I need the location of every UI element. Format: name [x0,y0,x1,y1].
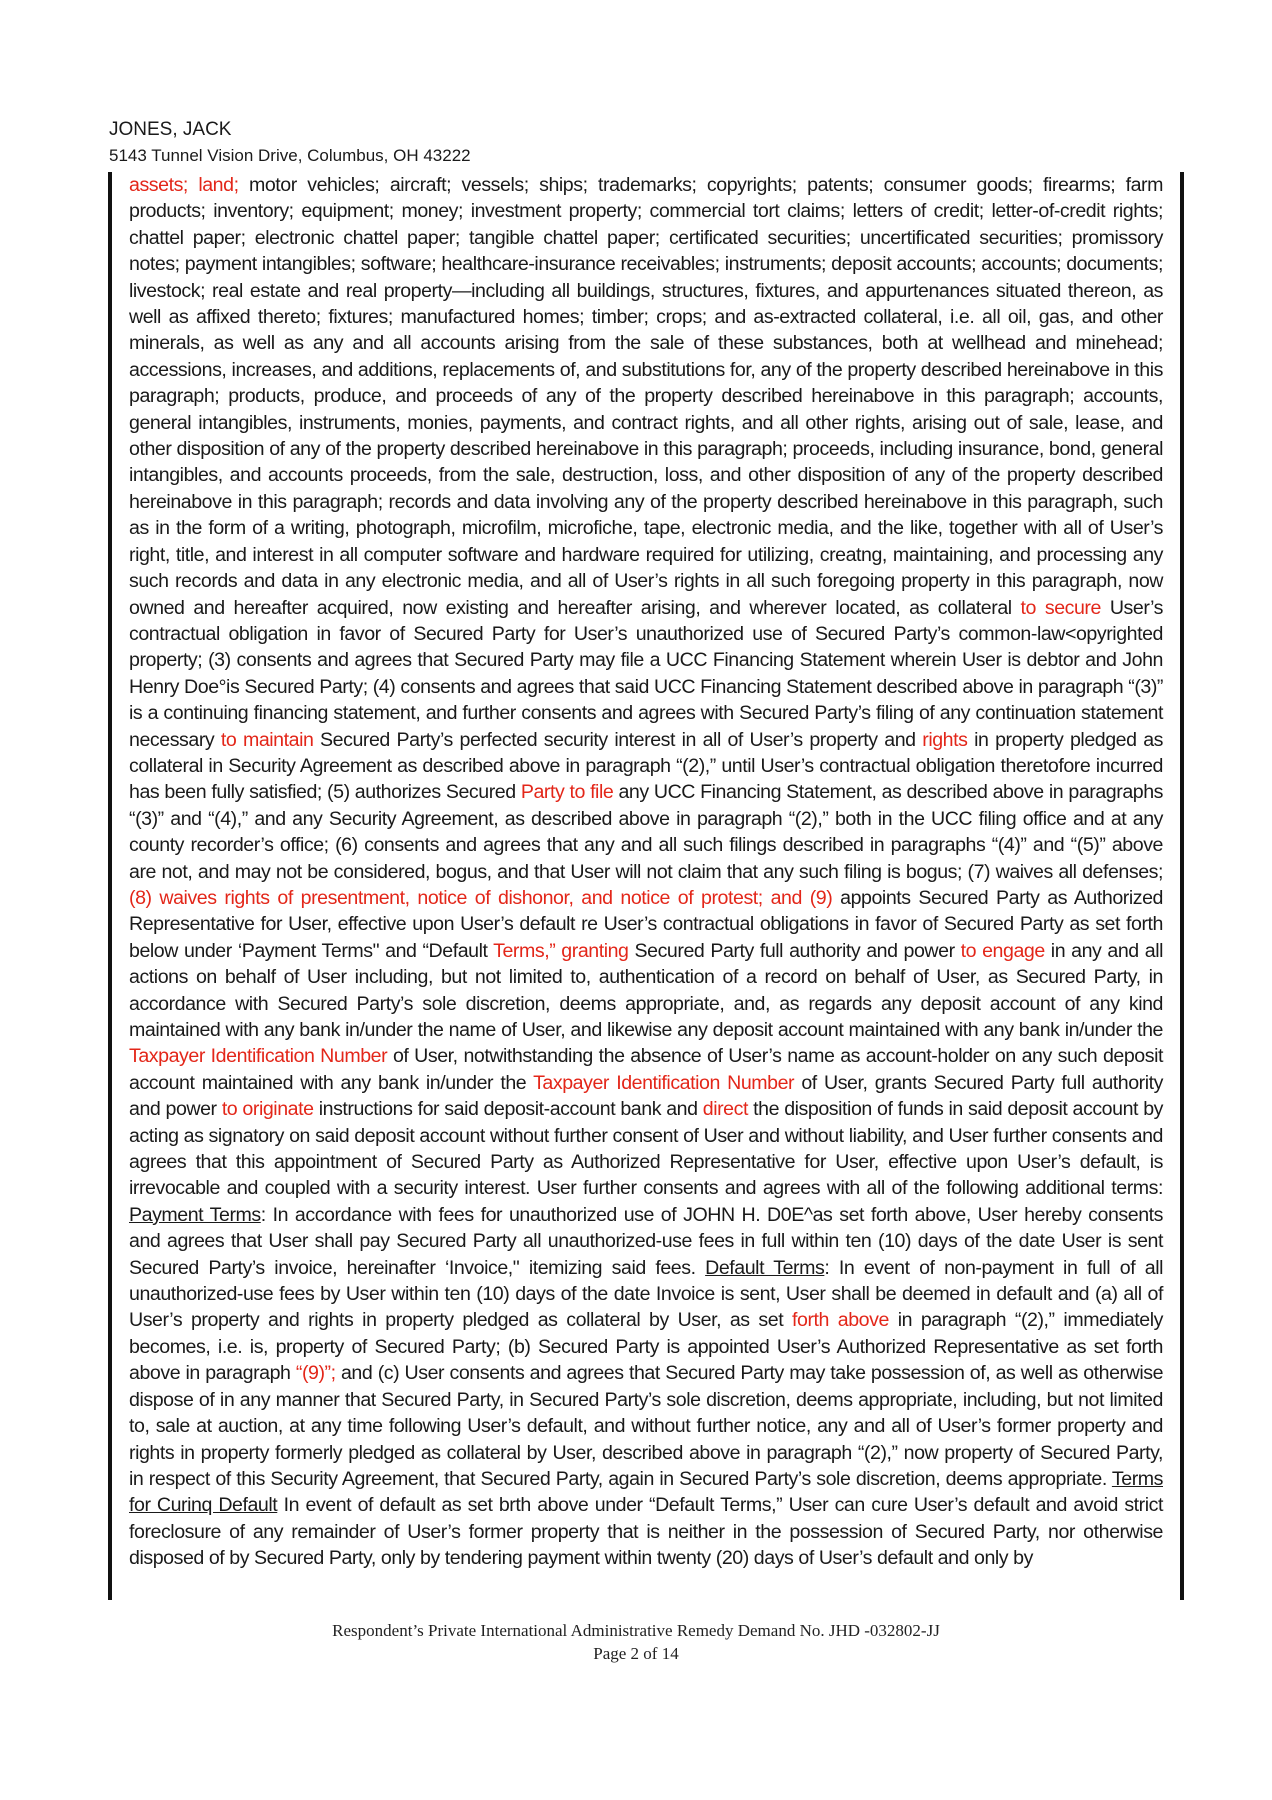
highlighted-phrase: Terms,” granting [493,939,629,962]
body-text-segment: the disposition of funds in said deposit account by acting as signatory on said deposit account without further consent of User and without liability, and User further consents and agrees that this appointment of Secured Party as Authorized Representative for User, effective upon User’s default, is irrevocable and coupled with a security interest. User further consents and agrees with all of the following additional terms: [129,1098,1163,1200]
footer-document-title: Respondent’s Private International Administrative Remedy Demand No. JHD -032802-JJ [332,1621,940,1640]
highlighted-phrase: assets; land; [129,174,239,196]
highlighted-phrase: rights [922,728,968,751]
terms-for-curing-default-heading: Terms for Curinq Default [129,1467,1163,1517]
page-header [109,118,471,168]
highlighted-phrase: Party to file [520,781,614,804]
respondent-address: 5143 Tunnel Vision Drive, Columbus, OH 43222 [109,146,471,165]
body-text-segment: of User, notwithstanding the absence of User’s name as account-holder on any such deposit account maintained with any bank in/under the [129,1045,1163,1094]
body-text-segment: Secured Party’s perfected security interest in all of User’s property and [313,728,923,751]
highlighted-phrase: to maintain [220,728,314,751]
payment-terms-heading: Payment Terms [129,1203,261,1226]
body-text-segment: : In event of non-payment in full of all unauthorized-use fees by User within ten (10) days of the date Invoice is sent, User shall be deemed in default and (a) all of User’s property and rights in property pledged as collateral by User, as set [129,1256,1163,1332]
highlighted-phrase: (8) waives rights of presentment, notice of dishonor, and notice of protest; and (9) [129,886,833,909]
highlighted-phrase: to originate [221,1098,314,1121]
body-text-segment: Secured Party full authority and power [628,939,961,962]
body-text-segment: User’s contractual obligation in favor of Secured Party for User’s unauthorized use of Secured Party’s common-law<opyrighted property; (3) consents and agrees that Secured Party may file a UCC Financing Statement wherein User is debtor and John Henry Doe°is Secured Party; (4) consents and agrees that said UCC Financing Statement described above in paragraph “(3)” is a continuing financing statement, and further consents and agrees with Secured Party’s filing of any continuation statement necessary [129,596,1164,751]
body-text-segment: instructions for said deposit-account bank and [313,1098,703,1121]
respondent-name: JONES, JACK [109,119,232,140]
highlighted-phrase: “(9)”; [295,1362,336,1385]
body-text-segment: appoints Secured Party as Authorized Representative for User, effective upon User’s default re User’s contractual obligations in favor of Secured Party as set forth below under ‘Payment Terms" and “Default [129,886,1163,962]
body-text-segment: in paragraph “(2),” immediately becomes, i.e. is, property of Secured Party; (b) Secured Party is appointed User’s Authorized Representative as set forth above in paragraph [129,1309,1163,1385]
highlighted-phrase: to secure [1020,596,1101,619]
body-text-segment: any UCC Financing Statement, as described above in paragraphs “(3)” and “(4),” and any Security Agreement, as described above in paragraph “(2),” both in the UCC filing office and at any county recorder’s office; (6) consents and agrees that any and all such filings described in paragraphs “(4)” and “(5)” above are not, and may not be considered, bogus, and that User will not claim that any such filing is bogus; (7) waives all defenses; [129,781,1164,883]
default-terms-heading: Default Terms [705,1256,825,1279]
highlighted-phrase: direct [702,1098,748,1121]
right-margin-bar [1180,172,1184,1600]
left-margin-bar [108,172,112,1600]
highlighted-phrase: to engage [960,939,1045,962]
highlighted-phrase: Taxpayer Identification Number [129,1045,388,1068]
body-text-segment: in any and all actions on behalf of User including, but not limited to, authentication of a record on behalf of User, as Secured Party, in accordance with Secured Party’s sole discretion, deems appropriate, and, as regards any deposit account of any kind maintained with any bank in/under the name of User, and likewise any deposit account maintained with any bank in/under the [129,939,1163,1041]
body-text-segment: motor vehicles; aircraft; vessels; ships; trademarks; copyrights; patents; consumer goods; firearms; farm products; inventory; equipment; money; investment property; commercial tort claims; letters of credit; letter-of-credit rights; chattel paper; electronic chattel paper; tangible chattel paper; certificated securities; uncertificated securities; promissory notes; payment intangibles; software; healthcare-insurance receivables; instruments; deposit accounts; accounts; documents; livestock; real estate and real property—including all buildings, structures, fixtures, and appurtenances situated thereon, as well as affixed thereto; fixtures; manufactured homes; timber; crops; and as-extracted collateral, i.e. all oil, gas, and other minerals, as well as any and all accounts arising from the sale of these substances, both at wellhead and minehead; accessions, increases, and additions, replacements of, and substitutions for, any of the property described hereinabove in this paragraph; products, produce, and proceeds of any of the property described hereinabove in this paragraph; accounts, general intangibles, instruments, monies, payments, and contract rights, and all other rights, arising out of sale, lease, and other disposition of any of the property described hereinabove in this paragraph; proceeds, including insurance, bond, general intangibles, and accounts proceeds, from the sale, destruction, loss, and other disposition of any of the property described hereinabove in this paragraph; records and data involving any of the property described hereinabove in this paragraph, such as in the form of a writing, photograph, microfilm, microfiche, tape, electronic media, and the like, together with all of User’s right, title, and interest in all computer software and hardware required for utilizing, creatng, maintaining, and processing any such records and data in any electronic media, and all of User’s rights in all such foregoing property in this paragraph, now owned and hereafter acquired, now existing and hereafter arising, and wherever located, as collateral [129,174,1163,619]
security-agreement-body [129,172,1163,1572]
body-text-segment: In event of default as set brth above under “Default Terms,” User can cure User’s default and avoid strict foreclosure of any remainder of User’s former property that is neither in the possession of Secured Party, nor otherwise disposed of by Secured Party, only by tendering payment within twenty (20) days of User’s default and only by [129,1494,1163,1570]
highlighted-phrase: forth above [792,1309,889,1332]
highlighted-phrase: Taxpayer Identification Number [533,1071,795,1094]
footer-page-number: Page 2 of 14 [593,1644,679,1663]
body-text-segment: of User, grants Secured Party full authority and power [129,1071,1163,1121]
body-text-segment: in property pledged as collateral in Security Agreement as described above in paragraph “(2),” until User’s contractual obligation theretofore incurred has been fully satisfied; (5) authorizes Secured [129,728,1163,804]
body-text-segment: : In accordance with fees for unauthorized use of JOHN H. D0E^as set forth above, User hereby consents and agrees that User shall pay Secured Party all unauthorized-use fees in full within ten (10) days of the date User is sent Secured Party’s invoice, hereinafter ‘Invoice," itemizing said fees. [129,1203,1163,1279]
body-text-segment: and (c) User consents and agrees that Secured Party may take possession of, as well as otherwise dispose of in any manner that Secured Party, in Secured Party’s sole discretion, deems appropriate, including, but not limited to, sale at auction, at any time following User’s default, and without further notice, any and all of User’s former property and rights in property formerly pledged as collateral by User, described above in paragraph “(2),” now property of Secured Party, in respect of this Security Agreement, that Secured Party, again in Secured Party’s sole discretion, deems appropriate. [129,1362,1164,1490]
